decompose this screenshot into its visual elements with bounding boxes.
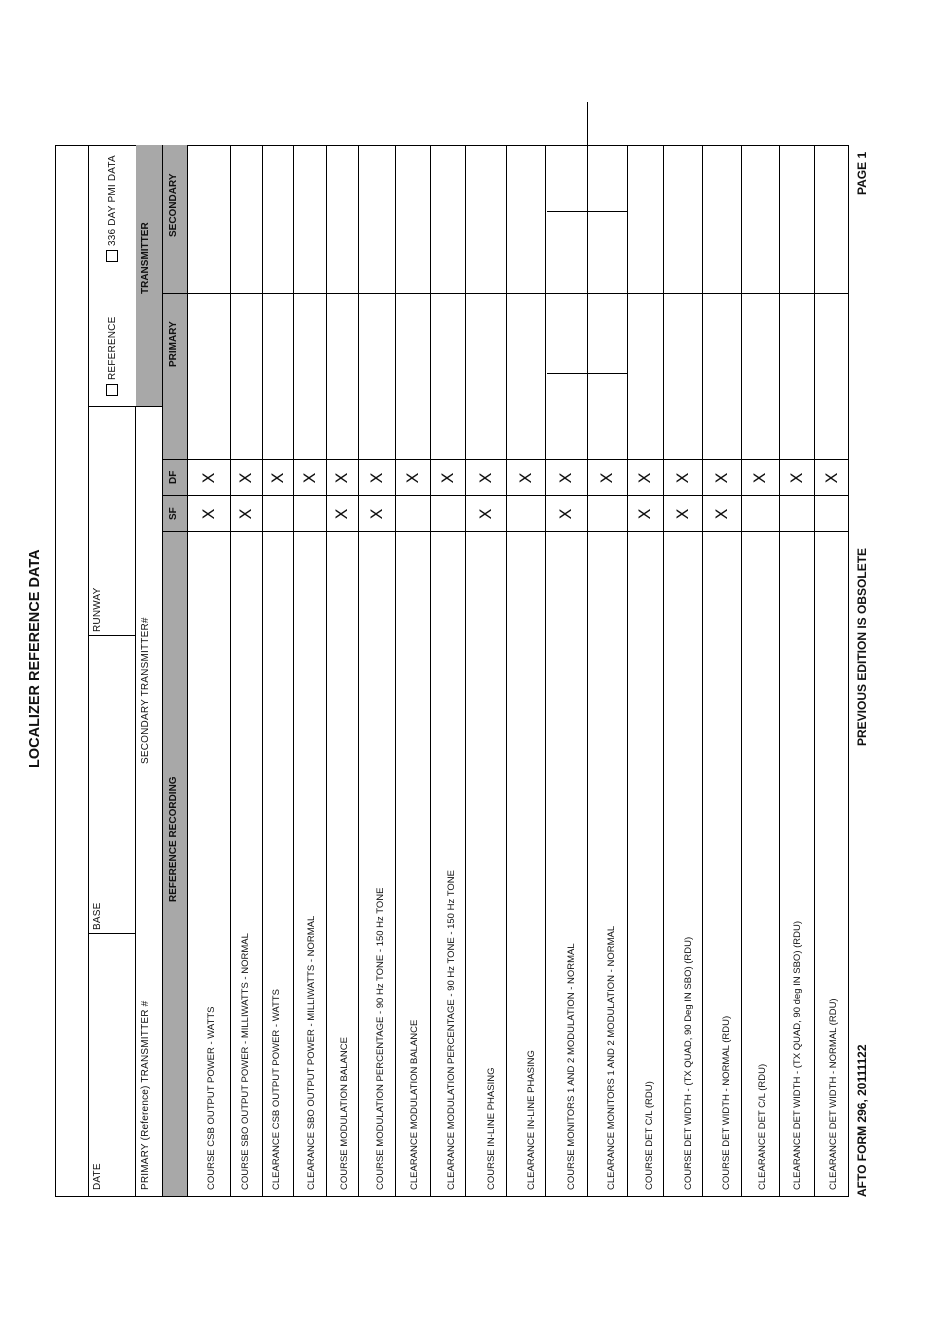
row-divider (230, 145, 231, 1197)
row-label: COURSE DET C/L (RDU) (644, 1081, 655, 1190)
row-label: CLEARANCE DET WIDTH - (TX QUAD, 90 deg IN SBO) (RDU) (792, 920, 803, 1190)
row-divider (663, 145, 664, 1197)
row-divider (545, 145, 546, 1197)
row-divider (814, 145, 815, 1197)
form-title: LOCALIZER REFERENCE DATA (27, 549, 43, 768)
row-label: COURSE IN-LINE PHASING (486, 1067, 497, 1190)
df-x-mark: X (437, 472, 457, 484)
df-x-mark: X (635, 472, 654, 484)
row-divider (779, 145, 780, 1197)
sf-x-mark: X (332, 508, 351, 520)
sf-column-header: SF (168, 507, 179, 520)
date-label: DATE (92, 1163, 103, 1190)
row-label: CLEARANCE MONITORS 1 AND 2 MODULATION - NORMAL (606, 925, 617, 1190)
column-header-band (163, 145, 187, 1196)
row-divider (506, 145, 507, 1197)
monitor-mid-line (587, 102, 588, 374)
df-x-mark: X (711, 472, 731, 484)
row-label: COURSE CSB OUTPUT POWER - WATTS (206, 1006, 217, 1190)
df-x-mark: X (332, 472, 351, 484)
row-label: COURSE MODULATION PERCENTAGE - 90 Hz TONE - 150 Hz TONE (375, 887, 386, 1190)
pmi-checkbox[interactable] (106, 250, 118, 262)
sf-x-mark: X (672, 508, 692, 520)
sf-x-mark: X (711, 508, 731, 520)
secondary-transmitter-label: SECONDARY TRANSMITTER# (140, 617, 151, 764)
page-number: PAGE 1 (855, 151, 869, 195)
base-label: BASE (92, 902, 103, 930)
column-header-bottom-line (187, 145, 188, 1197)
sf-x-mark: X (236, 508, 255, 520)
row-label: CLEARANCE SBO OUTPUT POWER - MILLIWATTS - NORMAL (306, 915, 317, 1190)
row-divider (627, 145, 628, 1197)
df-x-mark: X (366, 472, 386, 484)
reference-checkbox[interactable] (106, 384, 118, 396)
sf-x-mark: X (556, 508, 575, 520)
row-label: CLEARANCE MODULATION PERCENTAGE - 90 Hz TONE - 150 Hz TONE (446, 870, 457, 1190)
date-base-divider (88, 933, 135, 934)
df-x-mark: X (786, 472, 806, 484)
date-row-line (135, 407, 136, 1197)
base-runway-divider (88, 635, 135, 636)
row-label: COURSE DET WIDTH - NORMAL (RDU) (721, 1015, 732, 1190)
df-x-mark: X (821, 472, 841, 484)
edition-note: PREVIOUS EDITION IS OBSOLETE (855, 547, 869, 746)
row-label: CLEARANCE DET C/L (RDU) (757, 1063, 768, 1190)
primary-column-header: PRIMARY (168, 321, 179, 367)
row-divider (262, 145, 263, 1197)
row-divider (358, 145, 359, 1197)
row-divider (326, 145, 327, 1197)
row-divider (430, 145, 431, 1197)
row-label: COURSE SBO OUTPUT POWER - MILLIWATTS - NORMAL (240, 933, 251, 1190)
row-label: COURSE DET WIDTH - (TX QUAD, 90 Deg IN SBO) (RDU) (683, 936, 694, 1190)
transmitter-split-line (162, 145, 163, 407)
df-x-mark: X (515, 472, 535, 484)
recording-column-header: REFERENCE RECORDING (168, 776, 179, 902)
sf-x-mark: X (198, 508, 218, 520)
row-divider (293, 145, 294, 1197)
transmitter-header: TRANSMITTER (140, 222, 151, 294)
runway-label: RUNWAY (92, 587, 103, 632)
df-column-header: DF (168, 470, 179, 484)
row-divider (741, 145, 742, 1197)
row-label: COURSE MODULATION BALANCE (339, 1037, 350, 1190)
row-divider (395, 145, 396, 1197)
sf-x-mark: X (366, 508, 386, 520)
df-x-mark: X (556, 472, 575, 484)
df-x-mark: X (672, 472, 692, 484)
secondary-column-header: SECONDARY (168, 173, 179, 237)
df-x-mark: X (299, 472, 319, 484)
df-x-mark: X (750, 472, 769, 484)
row-label: COURSE MONITORS 1 AND 2 MODULATION - NORMAL (566, 943, 577, 1190)
row-divider (702, 145, 703, 1197)
df-x-mark: X (236, 472, 255, 484)
df-x-mark: X (475, 472, 495, 484)
sf-x-mark: X (635, 508, 654, 520)
row-label: CLEARANCE CSB OUTPUT POWER - WATTS (271, 989, 282, 1190)
row-divider (465, 145, 466, 1197)
row-label: CLEARANCE IN-LINE PHASING (526, 1050, 537, 1190)
header-top-line (88, 145, 89, 1197)
sf-x-mark: X (475, 508, 495, 520)
reference-label: REFERENCE (107, 316, 118, 380)
primary-transmitter-label: PRIMARY (Reference) TRANSMITTER # (140, 1000, 151, 1190)
df-x-mark: X (402, 472, 422, 484)
df-x-mark: X (267, 472, 287, 484)
df-x-mark: X (597, 472, 616, 484)
row-label: CLEARANCE DET WIDTH - NORMAL (RDU) (828, 998, 839, 1190)
df-x-mark: X (198, 472, 218, 484)
row-label: CLEARANCE MODULATION BALANCE (409, 1019, 420, 1190)
pmi-label: 336 DAY PMI DATA (107, 155, 118, 246)
form-id: AFTO FORM 296, 20111122 (855, 1044, 869, 1197)
